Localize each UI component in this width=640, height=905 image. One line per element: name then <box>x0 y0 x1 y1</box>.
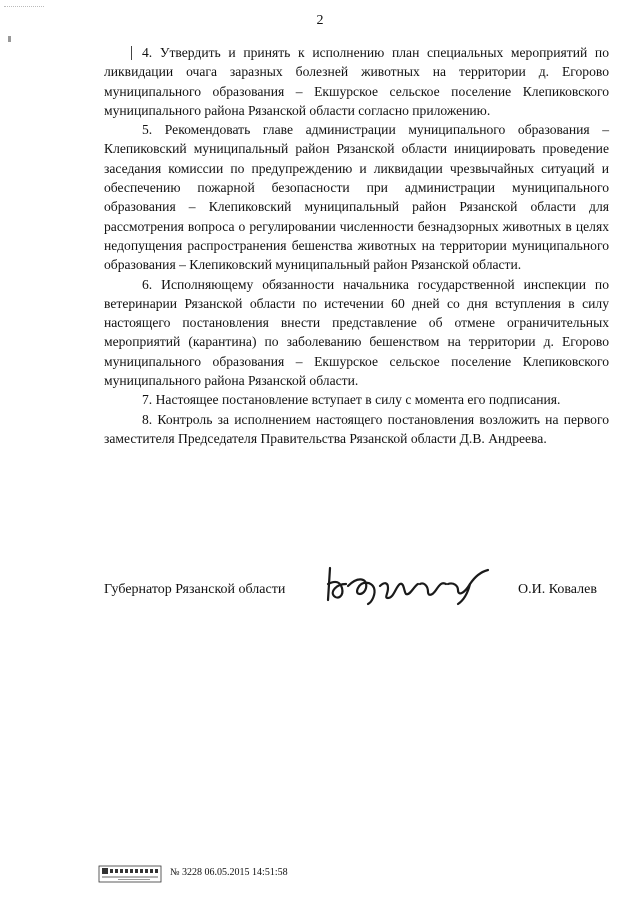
registry-stamp-logo <box>98 864 162 884</box>
scan-artifact <box>4 6 44 10</box>
paragraph-6: 6. Исполняющему обязанности начальника государственной инспекции по ветеринарии Рязанской области по истечении 60 дней со дня вступления в силу настоящего постановления внести представление об отмене ограничительных мероприятий (карантина) по заболеванию бешенством на территории д. Егорово муниципального образования – Екшурское сельское поселение Клепиковского муниципального района Рязанской области. <box>104 276 609 389</box>
signatory-title: Губернатор Рязанской области <box>104 582 286 597</box>
page-number: 2 <box>316 13 324 28</box>
paragraph-4: 4. Утвердить и принять к исполнению план специальных мероприятий по ликвидации очага заразных болезней животных на территории д. Егорово муниципального образования – Екшурское сельское поселение Клепиковского муниципального района Рязанской области согласно приложению. <box>104 45 609 118</box>
document-body <box>104 43 609 448</box>
scan-artifact-mark <box>8 36 11 42</box>
registration-footer <box>98 862 358 886</box>
paragraph-5: 5. Рекомендовать главе администрации муниципального образования – Клепиковский муниципальный район Рязанской области инициировать проведение заседания комиссии по предупреждению и ликвидации чрезвычайных ситуаций и обеспечению пожарной безопасности при администрации муниципального образования – Клепиковский муниципальный район Рязанской области для рассмотрения вопроса о регулировании численности безнадзорных животных в целях недопущения распространения бешенства животных на территории муниципального образования – Клепиковский муниципальный район Рязанской области. <box>104 122 609 273</box>
registration-number: № 3228 06.05.2015 14:51:58 <box>170 867 288 878</box>
signature-block <box>104 562 624 612</box>
paragraph-7: 7. Настоящее постановление вступает в силу с момента его подписания. <box>142 392 561 408</box>
handwritten-signature <box>324 562 494 607</box>
signatory-name: О.И. Ковалев <box>518 582 597 597</box>
paragraph-8: 8. Контроль за исполнением настоящего постановления возложить на первого заместителя Председателя Правительства Рязанской области Д.В. Андреева. <box>104 411 609 446</box>
